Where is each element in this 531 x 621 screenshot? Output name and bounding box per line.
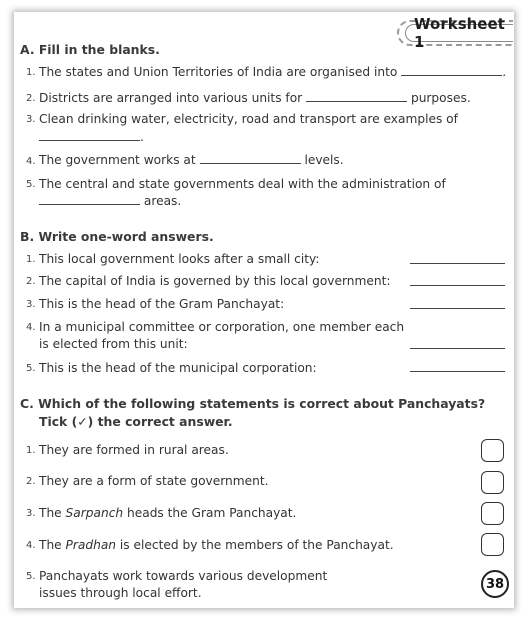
a3-question-line2 — [39, 130, 144, 144]
a1-blank[interactable] — [401, 65, 502, 76]
page-number: 38 — [481, 570, 509, 598]
b1-text: This local government looks after a small city: — [39, 252, 320, 266]
b4-text-line2: is elected from this unit: — [39, 337, 188, 351]
b5-answer-line[interactable] — [410, 371, 505, 372]
c3-tick-box[interactable] — [481, 502, 504, 525]
b3-text: This is the head of the Gram Panchayat: — [39, 297, 285, 311]
a1-text: The states and Union Territories of India are organised into — [39, 65, 398, 79]
c2-tick-box[interactable] — [481, 471, 504, 494]
c3-text-pre: The — [39, 506, 66, 520]
c3-statement — [39, 506, 296, 520]
a2-number: 2. — [26, 93, 36, 104]
c3-text-post: heads the Gram Panchayat. — [123, 506, 297, 520]
b3-answer-line[interactable] — [410, 308, 505, 309]
c4-number: 4. — [26, 540, 36, 551]
a4-end: levels. — [304, 153, 344, 167]
a1-number: 1. — [26, 67, 36, 78]
a2-question — [39, 91, 471, 105]
a2-end: purposes. — [410, 91, 471, 105]
c4-statement — [39, 538, 394, 552]
a4-text: The government works at — [39, 153, 196, 167]
a3-text: Clean drinking water, electricity, road and transport are examples of — [39, 112, 458, 126]
a5-blank[interactable] — [39, 194, 140, 205]
c1-tick-box[interactable] — [481, 439, 504, 462]
a3-end: . — [140, 130, 144, 144]
b2-number: 2. — [26, 276, 36, 287]
section-b-heading: B. Write one-word answers. — [20, 229, 214, 244]
b4-answer-line[interactable] — [410, 348, 505, 349]
a4-number: 4. — [26, 156, 36, 167]
c3-italic-term: Sarpanch — [65, 506, 124, 520]
c4-text-post: is elected by the members of the Panchayat. — [116, 538, 394, 552]
c2-text: They are a form of state government. — [39, 474, 269, 488]
b1-number: 1. — [26, 254, 36, 265]
c1-number: 1. — [26, 445, 36, 456]
c5-text-line2: issues through local effort. — [39, 586, 202, 600]
a2-blank[interactable] — [306, 91, 407, 102]
b2-text: The capital of India is governed by this local government: — [39, 274, 391, 288]
section-a-heading: A. Fill in the blanks. — [20, 42, 160, 57]
b4-number: 4. — [26, 322, 36, 333]
a5-text: The central and state governments deal with the administration of — [39, 177, 446, 191]
a4-question — [39, 153, 344, 167]
a4-blank[interactable] — [200, 153, 301, 164]
c3-number: 3. — [26, 508, 36, 519]
b2-answer-line[interactable] — [410, 285, 505, 286]
c2-number: 2. — [26, 476, 36, 487]
worksheet-badge — [397, 15, 513, 51]
c4-italic-term: Pradhan — [65, 538, 117, 552]
a5-end: areas. — [143, 194, 182, 208]
a5-question-line2 — [39, 194, 181, 208]
a3-number: 3. — [26, 114, 36, 125]
c4-tick-box[interactable] — [481, 533, 504, 556]
worksheet-title: Worksheet 1 — [405, 24, 513, 42]
c5-text-line1: Panchayats work towards various development — [39, 569, 328, 583]
worksheet-page — [14, 12, 514, 608]
b5-number: 5. — [26, 363, 36, 374]
c5-number: 5. — [26, 571, 36, 582]
a1-question — [39, 65, 506, 79]
b1-answer-line[interactable] — [410, 263, 505, 264]
c1-text: They are formed in rural areas. — [39, 443, 229, 457]
b4-text-line1: In a municipal committee or corporation, one member each — [39, 320, 405, 334]
b3-number: 3. — [26, 299, 36, 310]
a2-text: Districts are arranged into various units for — [39, 91, 303, 105]
a1-end: . — [502, 65, 507, 79]
a3-blank[interactable] — [39, 130, 140, 141]
section-c-heading: C. Which of the following statements is correct about Panchayats? — [20, 396, 486, 411]
section-c-instruction: Tick (✓) the correct answer. — [39, 414, 233, 429]
a5-number: 5. — [26, 179, 36, 190]
c4-text-pre: The — [39, 538, 66, 552]
b5-text: This is the head of the municipal corporation: — [39, 361, 317, 375]
